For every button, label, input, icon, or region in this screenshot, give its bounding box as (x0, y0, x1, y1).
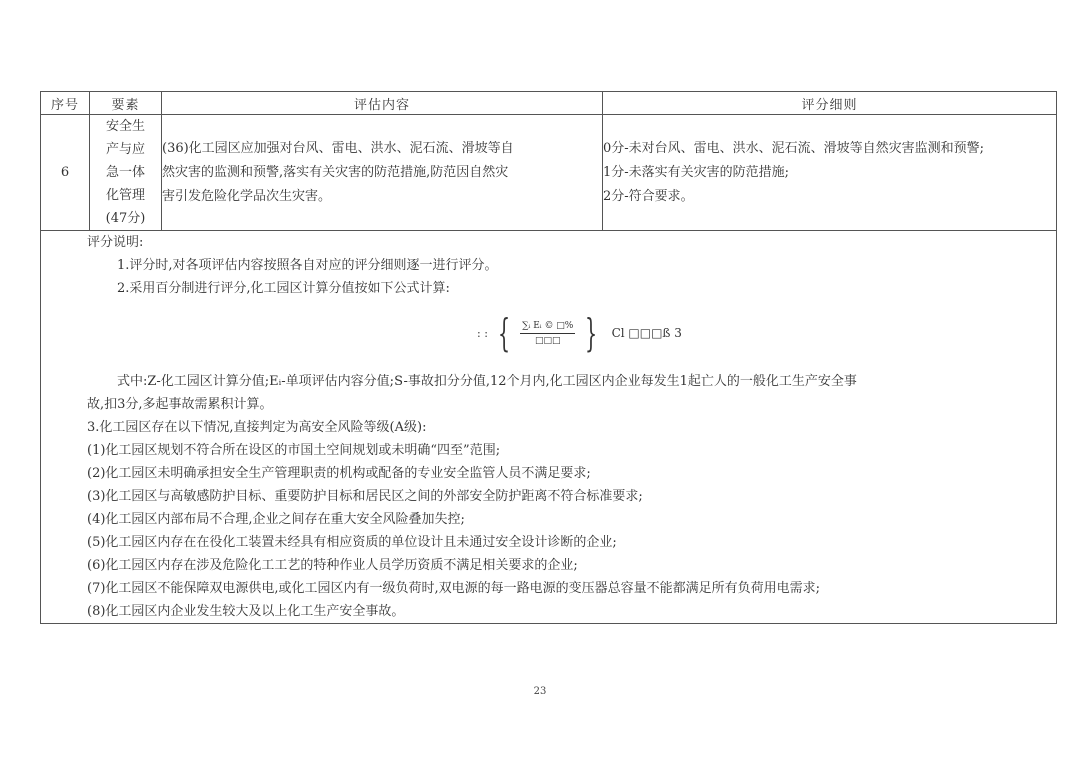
notes-heading: 评分说明: (87, 235, 144, 250)
header-content: 评估内容 (162, 92, 603, 115)
element-line: (47分) (105, 211, 146, 226)
element-line: 产与应 (105, 142, 145, 157)
table-header-row (41, 92, 1057, 115)
condition-item: (6)化工园区内存在涉及危险化工工艺的特种作业人员学历资质不满足相关要求的企业; (87, 558, 578, 573)
content-line: 害引发危险化学品次生灾害。 (162, 188, 332, 204)
condition-item: (1)化工园区规划不符合所在设区的市国土空间规划或未明确“四至”范围; (87, 443, 501, 458)
content-line: 然灾害的监测和预警,落实有关灾害的防范措施,防范因自然灾 (162, 164, 509, 180)
formula-explanation-1: 式中:Z-化工园区计算分值;Eᵢ-单项评估内容分值;S-事故扣分分值,12个月内,化工园区内企业每发生1起亡人的一般化工生产安全事 (117, 374, 857, 389)
criteria-line: 0分-未对台风、雷电、洪水、泥石流、滑坡等自然灾害监测和预警; (603, 140, 985, 156)
criteria-line: 1分-未落实有关灾害的防范措施; (603, 164, 790, 180)
table-row (41, 115, 1057, 231)
condition-item: (7)化工园区不能保障双电源供电,或化工园区内有一级负荷时,双电源的每一路电源的变压器总容量不能都满足所有负荷用电需求; (87, 581, 821, 596)
header-index: 序号 (41, 92, 90, 115)
formula-explanation-2: 故,扣3分,多起事故需累积计算。 (87, 397, 273, 412)
element-line: 急一体 (105, 165, 145, 180)
notes-item-3: 3.化工园区存在以下情况,直接判定为高安全风险等级(A级): (87, 420, 427, 435)
row-index: 6 (41, 115, 90, 231)
condition-item: (2)化工园区未明确承担安全生产管理职责的机构或配备的专业安全监管人员不满足要求; (87, 466, 591, 481)
criteria-line: 2分-符合要求。 (603, 188, 694, 204)
row-criteria (603, 115, 1057, 231)
element-line: 安全生 (105, 119, 145, 134)
notes-item-1: 1.评分时,对各项评估内容按照各自对应的评分细则逐一进行评分。 (117, 258, 498, 273)
scoring-notes (41, 231, 1057, 624)
formula-denominator: □□□ (534, 335, 561, 346)
notes-item-2: 2.采用百分制进行评分,化工园区计算分值按如下公式计算: (117, 281, 450, 296)
page-number: 23 (533, 686, 547, 697)
formula-tail: Cl □□□ß 3 (611, 326, 682, 340)
condition-item: (4)化工园区内部布局不合理,企业之间存在重大安全风险叠加失控; (87, 512, 465, 527)
notes-row (41, 231, 1057, 624)
header-element: 要素 (90, 92, 162, 115)
evaluation-table (40, 91, 1057, 624)
content-line: (36)化工园区应加强对台风、雷电、洪水、泥石流、滑坡等自 (162, 140, 514, 156)
left-brace-icon: { (497, 311, 511, 355)
condition-item: (5)化工园区内存在在役化工装置未经具有相应资质的单位设计且未通过安全设计诊断的企业; (87, 535, 617, 550)
formula-block (41, 300, 1056, 370)
header-criteria: 评分细则 (603, 92, 1057, 115)
row-content (162, 115, 603, 231)
condition-item: (8)化工园区内企业发生较大及以上化工生产安全事故。 (87, 604, 405, 619)
formula-numerator: ∑ᵢ Eᵢ © □% (520, 321, 575, 334)
score-formula (477, 311, 682, 355)
formula-fraction (520, 321, 575, 346)
right-brace-icon: } (585, 311, 598, 355)
row-element (90, 115, 162, 231)
formula-lhs: : : (477, 326, 488, 340)
condition-item: (3)化工园区与高敏感防护目标、重要防护目标和居民区之间的外部安全防护距离不符合标准要求; (87, 489, 643, 504)
element-line: 化管理 (105, 188, 145, 203)
